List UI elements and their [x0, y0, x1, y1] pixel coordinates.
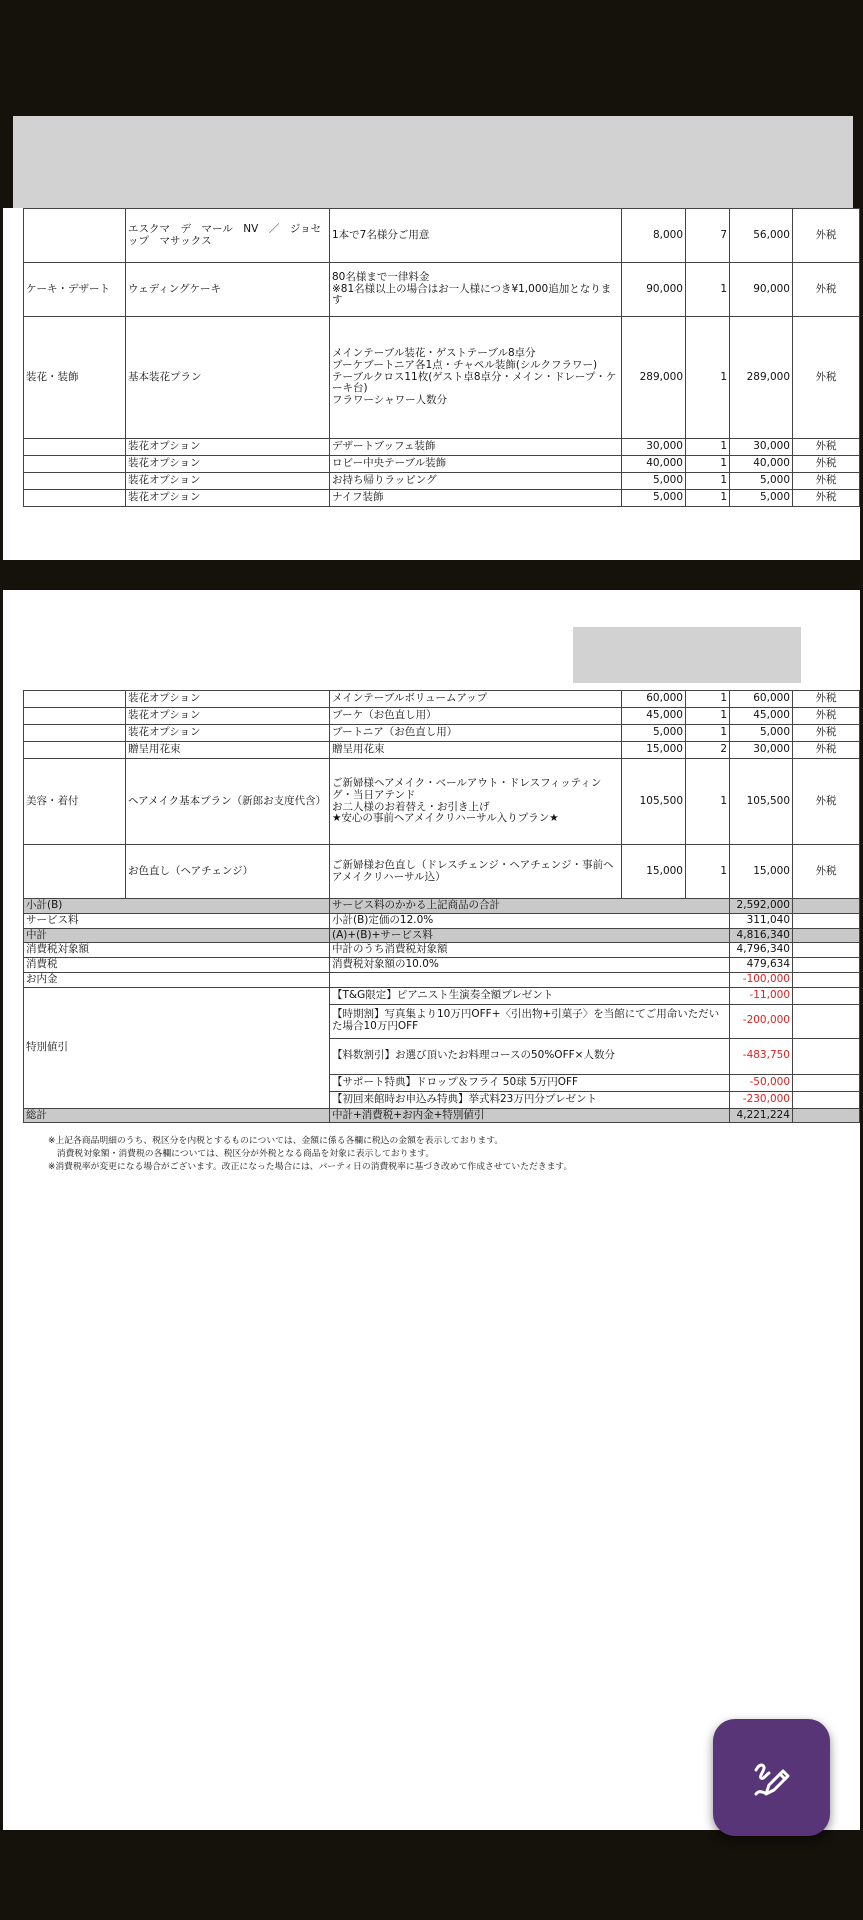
footnote: 消費税対象額・消費税の各欄については、税区分が外税となる商品を対象に表示しております。: [48, 1149, 435, 1160]
description-cell: ブーケ（お色直し用）: [330, 708, 622, 725]
item-cell: 装花オプション: [126, 439, 330, 456]
unit-price-cell: 45,000: [622, 708, 686, 725]
category-cell: [24, 845, 126, 899]
discount-value: -483,750: [730, 1038, 793, 1074]
item-cell: 装花オプション: [126, 691, 330, 708]
quantity-cell: 1: [686, 456, 730, 473]
summary-row-midtotal: [24, 928, 860, 943]
item-cell: 装花オプション: [126, 456, 330, 473]
tax-type-cell: 外税: [793, 742, 860, 759]
summary-row-service-fee: [24, 913, 860, 928]
item-cell: エスクマ デ マール NV ／ ジョセップ マサックス: [126, 209, 330, 263]
description-cell: 80名様まで一律料金 ※81名様以上の場合はお一人様につき¥1,000追加となります: [330, 263, 622, 317]
summary-value: 311,040: [730, 913, 793, 928]
table-row: [24, 473, 860, 490]
unit-price-cell: 105,500: [622, 759, 686, 845]
table-row: [24, 317, 860, 439]
item-cell: 装花オプション: [126, 708, 330, 725]
tax-type-cell: 外税: [793, 209, 860, 263]
category-cell: 装花・装飾: [24, 317, 126, 439]
summary-value: 2,592,000: [730, 899, 793, 914]
description-cell: デザートブッフェ装飾: [330, 439, 622, 456]
item-cell: 基本装花プラン: [126, 317, 330, 439]
summary-description: 小計(B)定価の12.0%: [330, 913, 730, 928]
category-cell: [24, 456, 126, 473]
amount-cell: 40,000: [730, 456, 793, 473]
summary-value: 4,796,340: [730, 943, 793, 958]
amount-cell: 56,000: [730, 209, 793, 263]
item-cell: 装花オプション: [126, 473, 330, 490]
amount-cell: 289,000: [730, 317, 793, 439]
tax-type-cell: 外税: [793, 759, 860, 845]
amount-cell: 30,000: [730, 439, 793, 456]
footnotes: [48, 1135, 838, 1175]
description-cell: メインテーブルボリュームアップ: [330, 691, 622, 708]
table-row: [24, 845, 860, 899]
description-cell: お持ち帰りラッピング: [330, 473, 622, 490]
summary-value: -100,000: [730, 972, 793, 987]
amount-cell: 5,000: [730, 725, 793, 742]
item-cell: 装花オプション: [126, 490, 330, 507]
summary-label: 消費税対象額: [24, 943, 330, 958]
amount-cell: 60,000: [730, 691, 793, 708]
summary-label: サービス料: [24, 913, 330, 928]
quantity-cell: 1: [686, 708, 730, 725]
table-row: [24, 691, 860, 708]
estimate-table-page-1: [23, 208, 860, 507]
summary-description: [330, 972, 730, 987]
table-row: [24, 490, 860, 507]
summary-label: 小計(B): [24, 899, 330, 914]
category-cell: [24, 691, 126, 708]
description-cell: ブートニア（お色直し用）: [330, 725, 622, 742]
unit-price-cell: 40,000: [622, 456, 686, 473]
quantity-cell: 1: [686, 490, 730, 507]
description-cell: 贈呈用花束: [330, 742, 622, 759]
table-row: [24, 759, 860, 845]
unit-price-cell: 5,000: [622, 473, 686, 490]
category-cell: ケーキ・デザート: [24, 263, 126, 317]
table-row: [24, 708, 860, 725]
tax-type-cell: 外税: [793, 845, 860, 899]
description-cell: ご新婦様お色直し（ドレスチェンジ・ヘアチェンジ・事前ヘアメイクリハーサル込）: [330, 845, 622, 899]
tax-type-cell: 外税: [793, 473, 860, 490]
total-value: 4,221,224: [730, 1108, 793, 1123]
summary-label: お内金: [24, 972, 330, 987]
quantity-cell: 1: [686, 759, 730, 845]
tax-type-cell: 外税: [793, 456, 860, 473]
table-row: [24, 209, 860, 263]
unit-price-cell: 30,000: [622, 439, 686, 456]
discount-description: 【料数割引】お選び頂いたお料理コースの50%OFF×人数分: [330, 1038, 730, 1074]
unit-price-cell: 15,000: [622, 845, 686, 899]
category-cell: [24, 742, 126, 759]
category-cell: [24, 725, 126, 742]
quantity-cell: 2: [686, 742, 730, 759]
category-cell: 美容・着付: [24, 759, 126, 845]
item-cell: 贈呈用花束: [126, 742, 330, 759]
unit-price-cell: 15,000: [622, 742, 686, 759]
estimate-table-page-2: [23, 690, 860, 1123]
category-cell: [24, 473, 126, 490]
table-row: [24, 439, 860, 456]
redacted-header-block: [13, 116, 853, 208]
description-cell: ナイフ装飾: [330, 490, 622, 507]
quantity-cell: 1: [686, 845, 730, 899]
quantity-cell: 1: [686, 439, 730, 456]
unit-price-cell: 60,000: [622, 691, 686, 708]
tax-type-cell: 外税: [793, 725, 860, 742]
discount-row: [24, 987, 860, 1004]
item-cell: お色直し（ヘアチェンジ）: [126, 845, 330, 899]
description-cell: ロビー中央テーブル装飾: [330, 456, 622, 473]
unit-price-cell: 5,000: [622, 490, 686, 507]
quantity-cell: 1: [686, 725, 730, 742]
item-cell: 装花オプション: [126, 725, 330, 742]
amount-cell: 5,000: [730, 473, 793, 490]
discount-description: 【サポート特典】ドロップ＆フライ 50球 5万円OFF: [330, 1074, 730, 1091]
summary-row-grand-total: [24, 1108, 860, 1123]
quantity-cell: 1: [686, 317, 730, 439]
summary-description: 消費税対象額の10.0%: [330, 958, 730, 973]
summary-label: 中計: [24, 928, 330, 943]
amount-cell: 5,000: [730, 490, 793, 507]
unit-price-cell: 289,000: [622, 317, 686, 439]
summary-description: サービス料のかかる上記商品の合計: [330, 899, 730, 914]
summary-description: 中計のうち消費税対象額: [330, 943, 730, 958]
amount-cell: 30,000: [730, 742, 793, 759]
summary-row-consumption-tax: [24, 958, 860, 973]
quantity-cell: 1: [686, 263, 730, 317]
summary-value: 4,816,340: [730, 928, 793, 943]
discount-description: 【時期割】写真集より10万円OFF+〈引出物+引菓子〉を当館にてご用命いただいた場合10万円OFF: [330, 1004, 730, 1038]
tax-type-cell: 外税: [793, 439, 860, 456]
footnote: ※上記各商品明細のうち、税区分を内税とするものについては、金額に係る各欄に税込の金額を表示しております。: [48, 1136, 504, 1146]
item-cell: ウェディングケーキ: [126, 263, 330, 317]
discount-value: -230,000: [730, 1091, 793, 1108]
total-label: 総計: [24, 1108, 330, 1123]
category-cell: [24, 439, 126, 456]
edit-fab-button[interactable]: [713, 1719, 830, 1836]
quantity-cell: 1: [686, 473, 730, 490]
amount-cell: 90,000: [730, 263, 793, 317]
category-cell: [24, 708, 126, 725]
discount-description: 【初回来館時お申込み特典】挙式料23万円分プレゼント: [330, 1091, 730, 1108]
table-row: [24, 456, 860, 473]
summary-value: 479,634: [730, 958, 793, 973]
category-cell: [24, 209, 126, 263]
summary-row-taxable-amount: [24, 943, 860, 958]
edit-pen-icon: [750, 1756, 794, 1800]
footnote: ※消費税率が変更になる場合がございます。改正になった場合には、パーティ日の消費税率に基づき改めて作成させていただきます。: [48, 1162, 573, 1173]
redacted-block: [573, 627, 801, 683]
amount-cell: 45,000: [730, 708, 793, 725]
description-cell: ご新婦様ヘアメイク・ベールアウト・ドレスフィッティング・当日アテンド お二人様のお着替え・お引き上げ ★安心の事前ヘアメイクリハーサル入りプラン★: [330, 759, 622, 845]
description-cell: 1本で7名様分ご用意: [330, 209, 622, 263]
tax-type-cell: 外税: [793, 317, 860, 439]
discount-value: -200,000: [730, 1004, 793, 1038]
table-row: [24, 742, 860, 759]
tax-type-cell: 外税: [793, 708, 860, 725]
tax-type-cell: 外税: [793, 263, 860, 317]
category-cell: [24, 490, 126, 507]
quantity-cell: 1: [686, 691, 730, 708]
description-cell: メインテーブル装花・ゲストテーブル8卓分 ブーケブートニア各1点・チャペル装飾(シルクフラワー) テーブルクロス11枚(ゲスト卓8卓分・メイン・ドレープ・ケーキ台) フラワーシャワー人数分: [330, 317, 622, 439]
unit-price-cell: 8,000: [622, 209, 686, 263]
summary-row-subtotal-b: [24, 899, 860, 914]
total-description: 中計+消費税+お内金+特別値引: [330, 1108, 730, 1123]
item-cell: ヘアメイク基本プラン（新郎お支度代含）: [126, 759, 330, 845]
quantity-cell: 7: [686, 209, 730, 263]
discount-description: 【T&G限定】ピアニスト生演奏全額プレゼント: [330, 987, 730, 1004]
tax-type-cell: 外税: [793, 691, 860, 708]
tax-type-cell: 外税: [793, 490, 860, 507]
discount-value: -50,000: [730, 1074, 793, 1091]
document-page-1: [3, 208, 860, 560]
discount-value: -11,000: [730, 987, 793, 1004]
table-row: [24, 725, 860, 742]
summary-label: 消費税: [24, 958, 330, 973]
amount-cell: 105,500: [730, 759, 793, 845]
summary-description: (A)+(B)+サービス料: [330, 928, 730, 943]
unit-price-cell: 90,000: [622, 263, 686, 317]
table-row: [24, 263, 860, 317]
document-page-2: [3, 590, 860, 1830]
discount-label: 特別値引: [24, 987, 330, 1108]
summary-row-deposit: [24, 972, 860, 987]
amount-cell: 15,000: [730, 845, 793, 899]
unit-price-cell: 5,000: [622, 725, 686, 742]
